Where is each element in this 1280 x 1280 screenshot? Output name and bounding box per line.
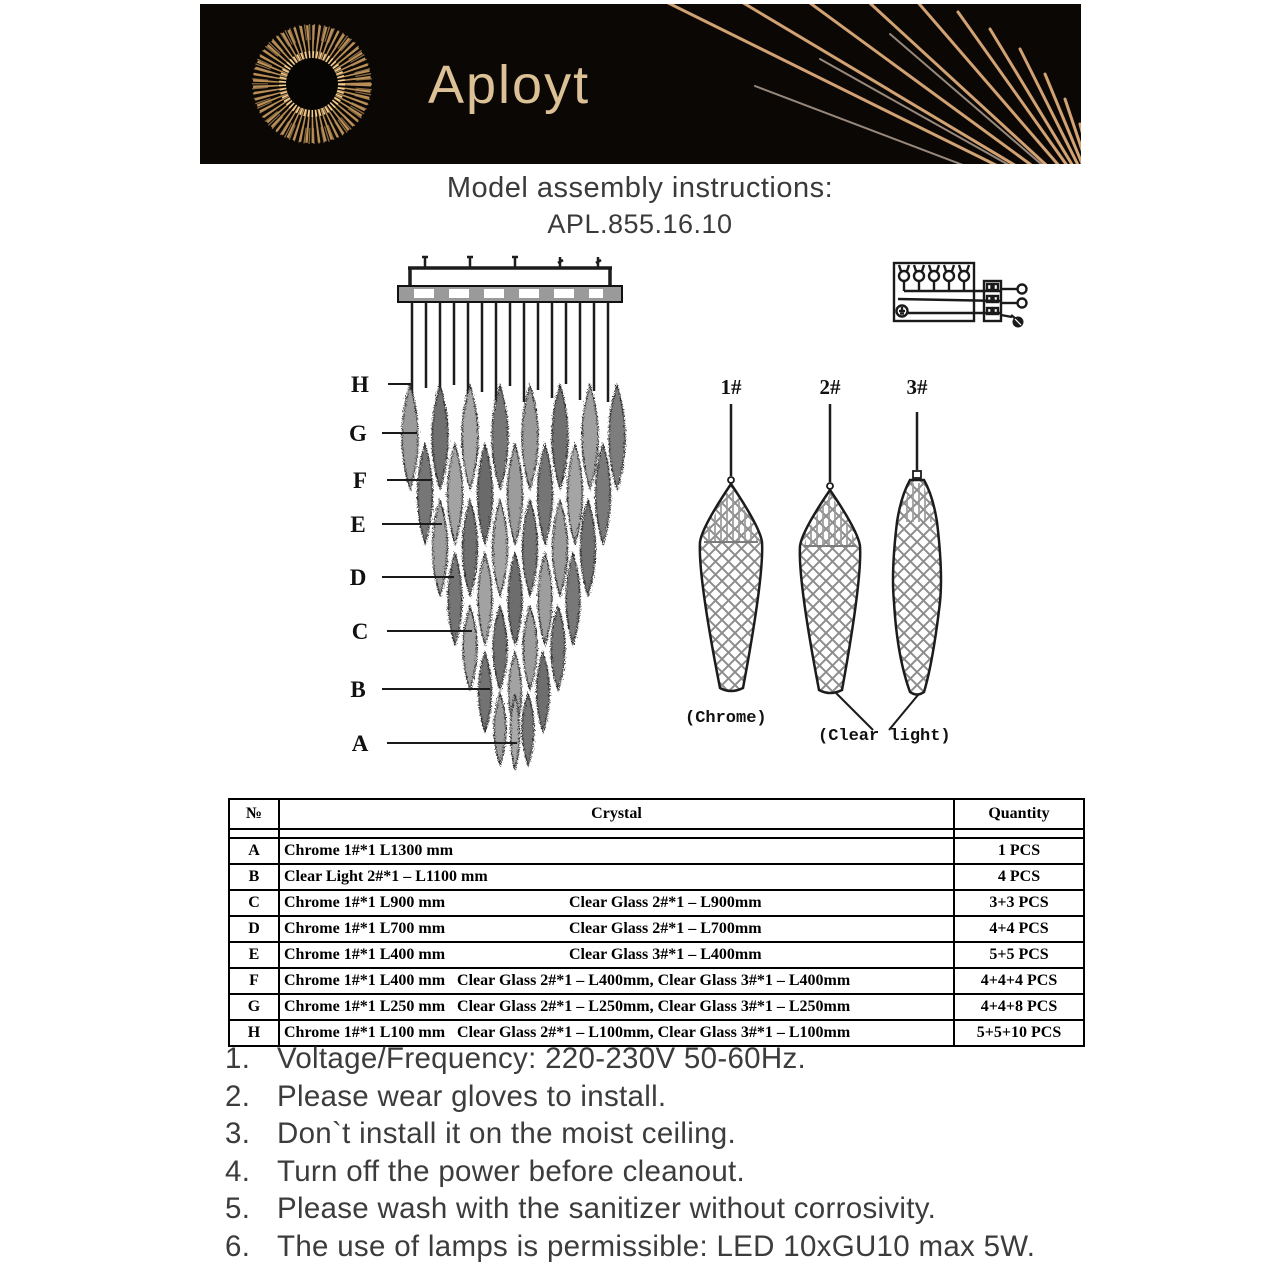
row-f-qty: 4+4+4 PCS bbox=[954, 968, 1084, 994]
instruction-3-text: Don`t install it on the moist ceiling. bbox=[277, 1117, 737, 1150]
row-a-letter: A bbox=[229, 838, 279, 864]
row-h-crystal: Chrome 1#*1 L100 mm bbox=[284, 1024, 446, 1041]
brand-name: Aployt bbox=[428, 55, 591, 115]
row-d-qty: 4+4 PCS bbox=[954, 916, 1084, 942]
row-b-crystal: Clear Light 2#*1 – L1100 mm bbox=[284, 868, 488, 885]
row-c-crystal2: Clear Glass 2#*1 – L900mm bbox=[569, 894, 762, 911]
header-quantity: Quantity bbox=[954, 799, 1084, 829]
row-b-letter: B bbox=[229, 864, 279, 890]
row-a-crystal: Chrome 1#*1 L1300 mm bbox=[284, 842, 454, 859]
instruction-6-text: The use of lamps is permissible: LED 10xGU10 max 5W. bbox=[277, 1229, 1036, 1263]
document-title bbox=[0, 172, 1280, 240]
row-e-letter: E bbox=[229, 942, 279, 968]
instruction-6 bbox=[225, 1228, 1125, 1266]
row-b-qty: 4 PCS bbox=[954, 864, 1084, 890]
table-spacer-row bbox=[229, 829, 1084, 838]
row-e-crystal: Chrome 1#*1 L400 mm bbox=[284, 946, 446, 963]
instruction-3-number: 3. bbox=[225, 1117, 251, 1150]
row-e-crystal2: Clear Glass 3#*1 – L400mm bbox=[569, 946, 762, 963]
row-e-qty: 5+5 PCS bbox=[954, 942, 1084, 968]
table-row-c bbox=[229, 890, 1084, 916]
table-row-g bbox=[229, 994, 1084, 1020]
pendant-details bbox=[670, 360, 1000, 750]
instruction-1-number: 1. bbox=[225, 1042, 251, 1075]
header-crystal: Crystal bbox=[279, 799, 954, 829]
row-c-letter: C bbox=[229, 890, 279, 916]
instructions-list bbox=[225, 1040, 1125, 1265]
instruction-5 bbox=[225, 1190, 1125, 1228]
instruction-1 bbox=[225, 1040, 1125, 1078]
instruction-1-text: Voltage/Frequency: 220-230V 50-60Hz. bbox=[277, 1042, 807, 1075]
wiring-diagram bbox=[880, 253, 1040, 338]
row-h-letter: H bbox=[229, 1020, 279, 1046]
row-g-crystal2: Clear Glass 2#*1 – L250mm, Clear Glass 3#*1 – L250mm bbox=[457, 998, 851, 1015]
row-f-letter: F bbox=[229, 968, 279, 994]
table-row-a bbox=[229, 838, 1084, 864]
chrome-caption: (Chrome) bbox=[685, 709, 767, 728]
pendant-1-chrome bbox=[700, 404, 762, 691]
part-label-f: F bbox=[352, 468, 368, 493]
mounting-bar bbox=[408, 268, 612, 286]
instruction-5-number: 5. bbox=[225, 1192, 251, 1225]
row-g-crystal: Chrome 1#*1 L250 mm bbox=[284, 998, 446, 1015]
instruction-6-number: 6. bbox=[225, 1229, 251, 1263]
part-label-h: H bbox=[351, 372, 369, 397]
row-d-crystal2: Clear Glass 2#*1 – L700mm bbox=[569, 920, 762, 937]
instruction-2-number: 2. bbox=[225, 1079, 251, 1113]
table-header-row bbox=[229, 799, 1084, 829]
part-label-b: B bbox=[350, 677, 366, 702]
pendant-3-label: 3# bbox=[906, 375, 928, 399]
instruction-2-text: Please wear gloves to install. bbox=[277, 1079, 667, 1113]
pendant-3-clear-light bbox=[893, 412, 941, 695]
pendant-1-label: 1# bbox=[720, 375, 742, 399]
caption-connector-lines bbox=[836, 693, 918, 730]
instruction-4-text: Turn off the power before cleanout. bbox=[277, 1154, 746, 1188]
hanging-rods bbox=[412, 302, 608, 402]
row-a-qty: 1 PCS bbox=[954, 838, 1084, 864]
row-g-qty: 4+4+8 PCS bbox=[954, 994, 1084, 1020]
instruction-2 bbox=[225, 1078, 1125, 1116]
banner-rays-decoration bbox=[200, 4, 1081, 164]
row-h-qty: 5+5+10 PCS bbox=[954, 1020, 1084, 1046]
instruction-4 bbox=[225, 1153, 1125, 1191]
part-label-a: A bbox=[351, 731, 369, 756]
title-line-1: Model assembly instructions: bbox=[446, 172, 834, 204]
table-row-b bbox=[229, 864, 1084, 890]
part-label-g: G bbox=[349, 421, 367, 446]
ceiling-plate bbox=[398, 286, 622, 302]
table-row-e bbox=[229, 942, 1084, 968]
instruction-4-number: 4. bbox=[225, 1154, 251, 1188]
instruction-3 bbox=[225, 1115, 1125, 1153]
header-num: № bbox=[229, 799, 279, 829]
clear-light-caption: (Clear light) bbox=[818, 727, 951, 746]
row-g-letter: G bbox=[229, 994, 279, 1020]
ground-symbol-right bbox=[1011, 315, 1024, 328]
row-h-crystal2: Clear Glass 2#*1 – L100mm, Clear Glass 3#*1 – L100mm bbox=[457, 1024, 851, 1041]
part-label-c: C bbox=[351, 619, 369, 644]
chandelier-diagram bbox=[330, 252, 660, 782]
line-terminal-ring bbox=[1018, 285, 1027, 294]
row-d-letter: D bbox=[229, 916, 279, 942]
part-label-e: E bbox=[350, 512, 366, 537]
instruction-5-text: Please wash with the sanitizer without corrosivity. bbox=[277, 1192, 937, 1225]
row-d-crystal: Chrome 1#*1 L700 mm bbox=[284, 920, 446, 937]
row-f-crystal2: Clear Glass 2#*1 – L400mm, Clear Glass 3#*1 – L400mm bbox=[457, 972, 851, 989]
neutral-terminal-ring bbox=[1018, 299, 1027, 308]
lamp-socket-symbols bbox=[899, 265, 969, 281]
brand-banner bbox=[200, 4, 1081, 164]
pendant-2-label: 2# bbox=[819, 375, 841, 399]
model-number: APL.855.16.10 bbox=[547, 209, 733, 239]
part-label-d: D bbox=[349, 565, 367, 590]
row-c-qty: 3+3 PCS bbox=[954, 890, 1084, 916]
row-c-crystal: Chrome 1#*1 L900 mm bbox=[284, 894, 446, 911]
row-f-crystal: Chrome 1#*1 L400 mm bbox=[284, 972, 446, 989]
pendant-2-clear-light bbox=[800, 404, 860, 693]
table-row-d bbox=[229, 916, 1084, 942]
parts-table bbox=[228, 798, 1085, 1047]
table-row-f bbox=[229, 968, 1084, 994]
